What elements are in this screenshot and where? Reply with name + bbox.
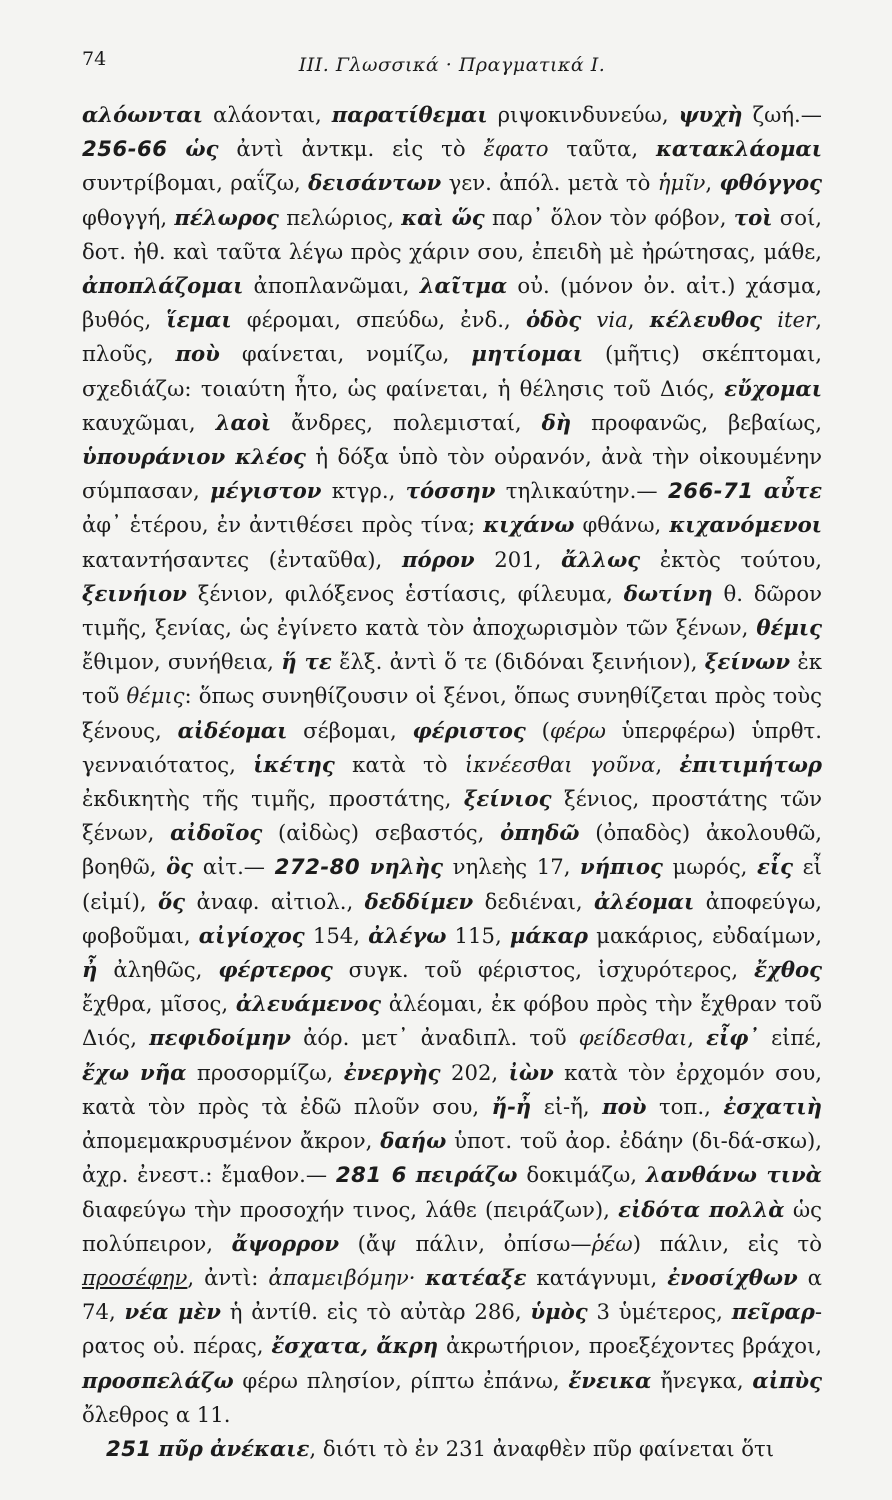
page-header bbox=[82, 40, 822, 92]
italic-term: προσέφην bbox=[82, 1264, 188, 1290]
gloss-text: κτγρ., bbox=[321, 478, 406, 504]
gloss-text bbox=[360, 854, 370, 879]
gloss-text: 154, bbox=[304, 922, 369, 948]
gloss-text: ἡ ἀντίθ. εἰς τὸ αὐτὰρ 286, bbox=[220, 1299, 531, 1325]
headword: λαοὶ bbox=[215, 409, 272, 435]
italic-term: ἔφατο bbox=[483, 136, 549, 162]
gloss-text: ὡς πολύπειρον, bbox=[82, 1196, 822, 1256]
gloss-text: γεν. ἀπόλ. μετὰ τὸ bbox=[441, 170, 658, 196]
gloss-text: ἡ δόξα ὑπὸ τὸν οὐρανόν, ἀνὰ τὴν οἰκουμένην σύμπασαν, bbox=[82, 444, 822, 504]
headword: ἦ bbox=[82, 957, 98, 983]
page-number: 74 bbox=[82, 48, 107, 70]
headword: ἱκέτης bbox=[253, 751, 335, 777]
headword: αλόωνται bbox=[82, 102, 203, 127]
gloss-text: ἀφ᾽ ἑτέρου, ἐν ἀντιθέσει πρὸς τίνα; bbox=[82, 512, 484, 538]
gloss-text: ἔλξ. ἀντὶ ὅ τε (διδόναι ξεινήιον), bbox=[331, 649, 705, 675]
gloss-text: κατὰ τὸ bbox=[334, 751, 465, 777]
verse-reference: 251 bbox=[106, 1435, 152, 1461]
gloss-text: ὑπερφέρω) ὑπρθτ. γενναιότατος, bbox=[82, 717, 822, 777]
headword: ὀπηδῶ bbox=[500, 820, 580, 846]
verse-reference: 256-66 bbox=[82, 136, 168, 162]
gloss-text: ἀλέομαι, ἐκ φόβου πρὸς τὴν ἔχθραν τοῦ Διός, bbox=[82, 991, 822, 1051]
gloss-text bbox=[581, 307, 596, 332]
gloss-text: εἰ-ἤ, bbox=[531, 1093, 603, 1119]
gloss-text: ἐκ τοῦ bbox=[82, 649, 822, 709]
glossary-text bbox=[82, 98, 822, 1466]
headword: ἄλλως bbox=[561, 546, 641, 572]
gloss-text: , bbox=[627, 307, 650, 333]
gloss-text: φέρομαι, σπεύδω, ἐνδ., bbox=[231, 307, 526, 333]
headword: ξείνιος bbox=[463, 786, 552, 812]
gloss-text: ἐκδικητὴς τῆς τιμῆς, προστάτης, bbox=[82, 786, 464, 812]
headword: φέρτερος bbox=[218, 957, 333, 983]
gloss-text: νηλεὴς 17, bbox=[443, 854, 581, 880]
gloss-text: τοπ., bbox=[646, 1093, 724, 1119]
headword: αἰδέομαι bbox=[177, 717, 288, 743]
italic-term: via bbox=[596, 307, 628, 333]
headword: πεφιδοίμην bbox=[149, 1025, 292, 1051]
headword: νηλὴς bbox=[369, 854, 443, 880]
gloss-text: δεδιέναι, bbox=[473, 888, 594, 914]
gloss-text bbox=[407, 1162, 416, 1187]
running-head: III. Γλωσσικά · Πραγματικά Ι. bbox=[298, 54, 606, 76]
gloss-text: 201, bbox=[474, 546, 562, 572]
gloss-text: φθογγή, bbox=[82, 204, 175, 230]
gloss-text: (αἰδὼς) σεβαστός, bbox=[262, 820, 501, 846]
gloss-text: , bbox=[705, 170, 720, 196]
headword: πεῖραρ bbox=[731, 1299, 815, 1325]
gloss-text: παρ᾽ ὅλον τὸν φόβον, bbox=[484, 204, 734, 230]
gloss-text: 3 ὑμέτερος, bbox=[587, 1299, 732, 1325]
headword: ψυχὴ bbox=[678, 102, 743, 127]
gloss-text: ἔχθρα, μῖσος, bbox=[82, 991, 236, 1017]
gloss-text: , bbox=[655, 751, 680, 777]
gloss-text: ἔθιμον, συνήθεια, bbox=[82, 649, 282, 675]
gloss-text: κατανтήσαντες (ἐνταῦθα), bbox=[82, 546, 402, 572]
headword: ἀλευάμενος bbox=[235, 991, 381, 1017]
headword: εἶφ᾽ bbox=[706, 1025, 759, 1051]
gloss-text: ὑποτ. τοῦ ἀορ. ἐδάην (δι-δά-σκω), ἀχρ. ἐνεστ.: ἔμαθον.— bbox=[82, 1128, 822, 1188]
gloss-text: ζωή.— bbox=[742, 102, 822, 127]
headword: μάκαρ bbox=[509, 922, 588, 948]
headword: ἀλέομαι bbox=[594, 888, 695, 914]
gloss-text: , ἀντὶ: bbox=[187, 1264, 269, 1290]
gloss-text: , bbox=[687, 1025, 707, 1051]
gloss-text bbox=[168, 136, 186, 161]
verse-reference: 266-71 bbox=[667, 478, 754, 504]
headword: κιχανόμενοι bbox=[669, 512, 822, 538]
headword: ἰὼν bbox=[508, 1059, 554, 1085]
gloss-text: συντρίβομαι, ραΐζω, bbox=[82, 170, 309, 196]
gloss-text: πελώριος, bbox=[278, 204, 402, 230]
headword: ἐπιτιμήτωρ bbox=[679, 751, 822, 777]
headword: ὁδὸς bbox=[525, 307, 582, 333]
headword: ἔχω νῆα bbox=[82, 1059, 187, 1085]
italic-term: ἀπαμειβόμην· bbox=[268, 1264, 416, 1290]
gloss-text: ἄνδρες, πολεμισταί, bbox=[271, 409, 542, 435]
headword: δωτίνη bbox=[623, 580, 713, 606]
headword: κέλευθος bbox=[649, 307, 763, 333]
headword: ὅς bbox=[158, 888, 186, 914]
headword: ὃς bbox=[166, 854, 194, 880]
headword: εἷς bbox=[757, 854, 794, 880]
gloss-text: αλάονται, bbox=[202, 102, 332, 127]
headword: κατέαξε bbox=[425, 1264, 527, 1290]
gloss-text: ξένιον, φιλόξενος ἑστίασις, φίλευμα, bbox=[186, 580, 624, 606]
gloss-text: (ὀπαδὸς) ἀκολουθῶ, βοηθῶ, bbox=[82, 820, 822, 880]
gloss-text: ἤνεγκα, bbox=[651, 1367, 753, 1393]
gloss-text: ριψοκινδυνεύω, bbox=[487, 102, 679, 127]
headword: τοὶ bbox=[733, 204, 773, 230]
gloss-text: δοκιμάζω, bbox=[517, 1162, 646, 1188]
gloss-text: ἀπομεμακρυσμένον ἄκρον, bbox=[82, 1128, 381, 1154]
gloss-text: : ὅπως συνηθίζουσιν οἱ ξένοι, ὅπως συνηθίζεται πρὸς τοὺς ξένους, bbox=[82, 683, 823, 743]
gloss-text: (μῆτις) σκέπτομαι, σχεδιάζω: τοιαύτη ἦτο, ὡς φαίνεται, ἡ θέλησις τοῦ Διός, bbox=[82, 341, 822, 401]
gloss-text: εἶ (εἰμί), bbox=[82, 854, 822, 914]
gloss-text: θ. δῶρον τιμῆς, ξενίας, ὡς ἐγίνετο κατὰ τὸν ἀποχωρισμὸν τῶν ξένων, bbox=[82, 580, 822, 641]
gloss-text: ἀκρωτήριον, προεξέχοντες βράχοι, bbox=[438, 1333, 823, 1359]
gloss-text: ( bbox=[525, 717, 550, 743]
paragraph bbox=[82, 1432, 822, 1466]
gloss-text: 115, bbox=[446, 922, 510, 948]
headword: λαῖτμα bbox=[419, 273, 508, 299]
headword: ξεινήιον bbox=[82, 580, 187, 606]
gloss-text: 202, bbox=[440, 1059, 509, 1085]
gloss-text: ὄλεθρος α 11. bbox=[82, 1401, 231, 1427]
headword: αἰδοῖος bbox=[170, 820, 263, 846]
headword: ἐνεργὴς bbox=[343, 1059, 441, 1085]
gloss-text: αἰτ.— bbox=[193, 854, 275, 880]
headword: ἤ-ἦ bbox=[491, 1093, 532, 1119]
headword: ποὺ bbox=[175, 341, 220, 367]
headword: ἐσχατιὴ bbox=[723, 1093, 822, 1119]
gloss-text: α 74, bbox=[82, 1264, 822, 1325]
gloss-text: φαίνεται, νομίζω, bbox=[219, 341, 472, 367]
headword: ἔνεικα bbox=[568, 1367, 652, 1393]
headword: λανθάνω τινὰ bbox=[645, 1162, 822, 1188]
headword: εὔχομαι bbox=[724, 375, 822, 401]
headword: αἰγίοχος bbox=[198, 922, 305, 948]
headword: δεισάντων bbox=[308, 170, 442, 196]
headword: ἔχθος bbox=[754, 957, 822, 983]
gloss-text: κατάγνυμι, bbox=[526, 1264, 668, 1290]
headword: αὖτε bbox=[763, 478, 822, 504]
gloss-text: φθάνω, bbox=[574, 512, 670, 538]
headword: νέα μὲν bbox=[124, 1299, 221, 1325]
gloss-text: εἰπέ, bbox=[759, 1025, 823, 1051]
gloss-text: σοί, δοτ. ἠθ. καὶ ταῦτα λέγω πρὸς χάριν σου, ἐπειδὴ μὲ ἠρώτησας, μάθε, bbox=[82, 204, 823, 264]
headword: ξείνων bbox=[704, 649, 791, 675]
headword: νήπιος bbox=[580, 854, 663, 880]
gloss-text: σέβομαι, bbox=[287, 717, 413, 743]
gloss-text: προσορμίζω, bbox=[186, 1059, 344, 1085]
gloss-text: ξένιος, προστάτης τῶν ξένων, bbox=[82, 786, 822, 846]
headword: ποὺ bbox=[602, 1093, 647, 1119]
headword: ἥ τε bbox=[281, 649, 332, 675]
gloss-text: ἀόρ. μετ᾽ ἀναδιπλ. τοῦ bbox=[291, 1025, 579, 1051]
headword: μητίομαι bbox=[471, 341, 583, 367]
gloss-text: -ρατος οὐ. πέρας, bbox=[82, 1299, 822, 1359]
headword: εἰδότα πολλὰ bbox=[618, 1196, 785, 1222]
headword: πόρον bbox=[401, 546, 475, 572]
headword: ὡς bbox=[185, 136, 219, 162]
headword: μέγιστον bbox=[210, 478, 322, 504]
headword: δὴ bbox=[541, 409, 572, 435]
gloss-text: ταῦτα, bbox=[548, 136, 656, 162]
headword: ὑμὸς bbox=[530, 1299, 588, 1325]
headword: πέλωρος bbox=[174, 204, 279, 230]
gloss-text: , πλοῦς, bbox=[82, 307, 822, 367]
headword: ἀλέγω bbox=[368, 922, 447, 948]
headword: ἀποπλάζομαι bbox=[82, 273, 244, 299]
gloss-text: ἀναφ. αἰτιολ., bbox=[185, 888, 365, 914]
headword: φθόγγος bbox=[719, 170, 822, 196]
headword: δεδδίμεν bbox=[364, 888, 474, 914]
italic-term: θέμις bbox=[126, 683, 185, 709]
gloss-text bbox=[762, 307, 777, 332]
paragraph bbox=[82, 98, 822, 1432]
italic-term: iter bbox=[777, 307, 816, 333]
gloss-text: φέρω πλησίον, ρίπτω ἐπάνω, bbox=[233, 1367, 569, 1393]
gloss-text: , διότι τὸ ἐν 231 ἀναφθὲν πῦρ φαίνεται ὅτι bbox=[309, 1435, 775, 1461]
gloss-text: οὐ. (μόνον ὀν. αἰτ.) χάσμα, βυθός, bbox=[82, 273, 823, 333]
gloss-text: καυχῶμαι, bbox=[82, 409, 216, 435]
italic-term: φέρω bbox=[549, 717, 606, 743]
italic-term: ἡμῖν bbox=[657, 170, 706, 196]
gloss-text: ἀληθῶς, bbox=[97, 957, 219, 983]
gloss-text: προφανῶς, βεβαίως, bbox=[571, 409, 822, 435]
headword: ἄψορρον bbox=[231, 1230, 340, 1256]
headword: δαήω bbox=[380, 1128, 447, 1154]
headword: θέμις bbox=[756, 615, 822, 641]
headword: φέριστος bbox=[412, 717, 526, 743]
italic-term: ῥέω bbox=[591, 1230, 633, 1256]
headword: κατακλάομαι bbox=[656, 136, 822, 162]
gloss-text: κατὰ τὸν ἐρχομόν σου, κατὰ τὸν πρὸς τὰ ἐδῶ πλοῦν σου, bbox=[82, 1059, 822, 1119]
gloss-text: ) πάλιν, εἰς τὸ bbox=[632, 1230, 822, 1256]
headword: ὑπουράνιον κλέος bbox=[82, 444, 306, 470]
gloss-text: μωρός, bbox=[662, 854, 758, 880]
italic-term: φείδεσθαι bbox=[578, 1025, 688, 1051]
gloss-text: διαφεύγω τὴν προσοχήν τινος, λάθε (πειράζων), bbox=[82, 1196, 619, 1222]
headword: πῦρ ἀνέκαιε bbox=[158, 1435, 310, 1461]
italic-term: ἱκνέεσθαι γοῦνα bbox=[464, 751, 656, 777]
headword: παρατίθεμαι bbox=[331, 102, 488, 127]
headword: κιχάνω bbox=[483, 512, 575, 538]
headword: καὶ ὥς bbox=[401, 204, 485, 230]
gloss-text: ἐκτὸς τούτου, bbox=[640, 546, 822, 572]
headword: ἔσχατα, ἄκρη bbox=[271, 1333, 439, 1359]
headword: ἵεμαι bbox=[166, 307, 232, 333]
headword: αἰπὺς bbox=[752, 1367, 823, 1393]
gloss-text: ἀντὶ ἀντκμ. εἰς τὸ bbox=[218, 136, 484, 162]
gloss-text: (ἄψ πάλιν, ὀπίσω— bbox=[339, 1230, 592, 1256]
gloss-text bbox=[753, 478, 763, 503]
gloss-text: μακάριος, εὐδαίμων, bbox=[588, 922, 822, 948]
gloss-text: ἀποπλανῶμαι, bbox=[243, 273, 420, 299]
gloss-text: συγκ. τοῦ φέριστος, ἰσχυρότερος, bbox=[332, 957, 755, 983]
gloss-text: ἀποφεύγω, φοβοῦμαι, bbox=[82, 888, 822, 948]
headword: πειράζω bbox=[415, 1162, 518, 1188]
verse-reference: 281 6 bbox=[335, 1162, 407, 1188]
gloss-text: τηλικαύτην.— bbox=[495, 478, 668, 504]
gloss-text bbox=[415, 1265, 425, 1290]
headword: ἐνοσίχθων bbox=[667, 1264, 798, 1290]
verse-reference: 272-80 bbox=[274, 854, 361, 880]
headword: προσπελάζω bbox=[82, 1367, 234, 1393]
headword: τόσσην bbox=[405, 478, 496, 504]
